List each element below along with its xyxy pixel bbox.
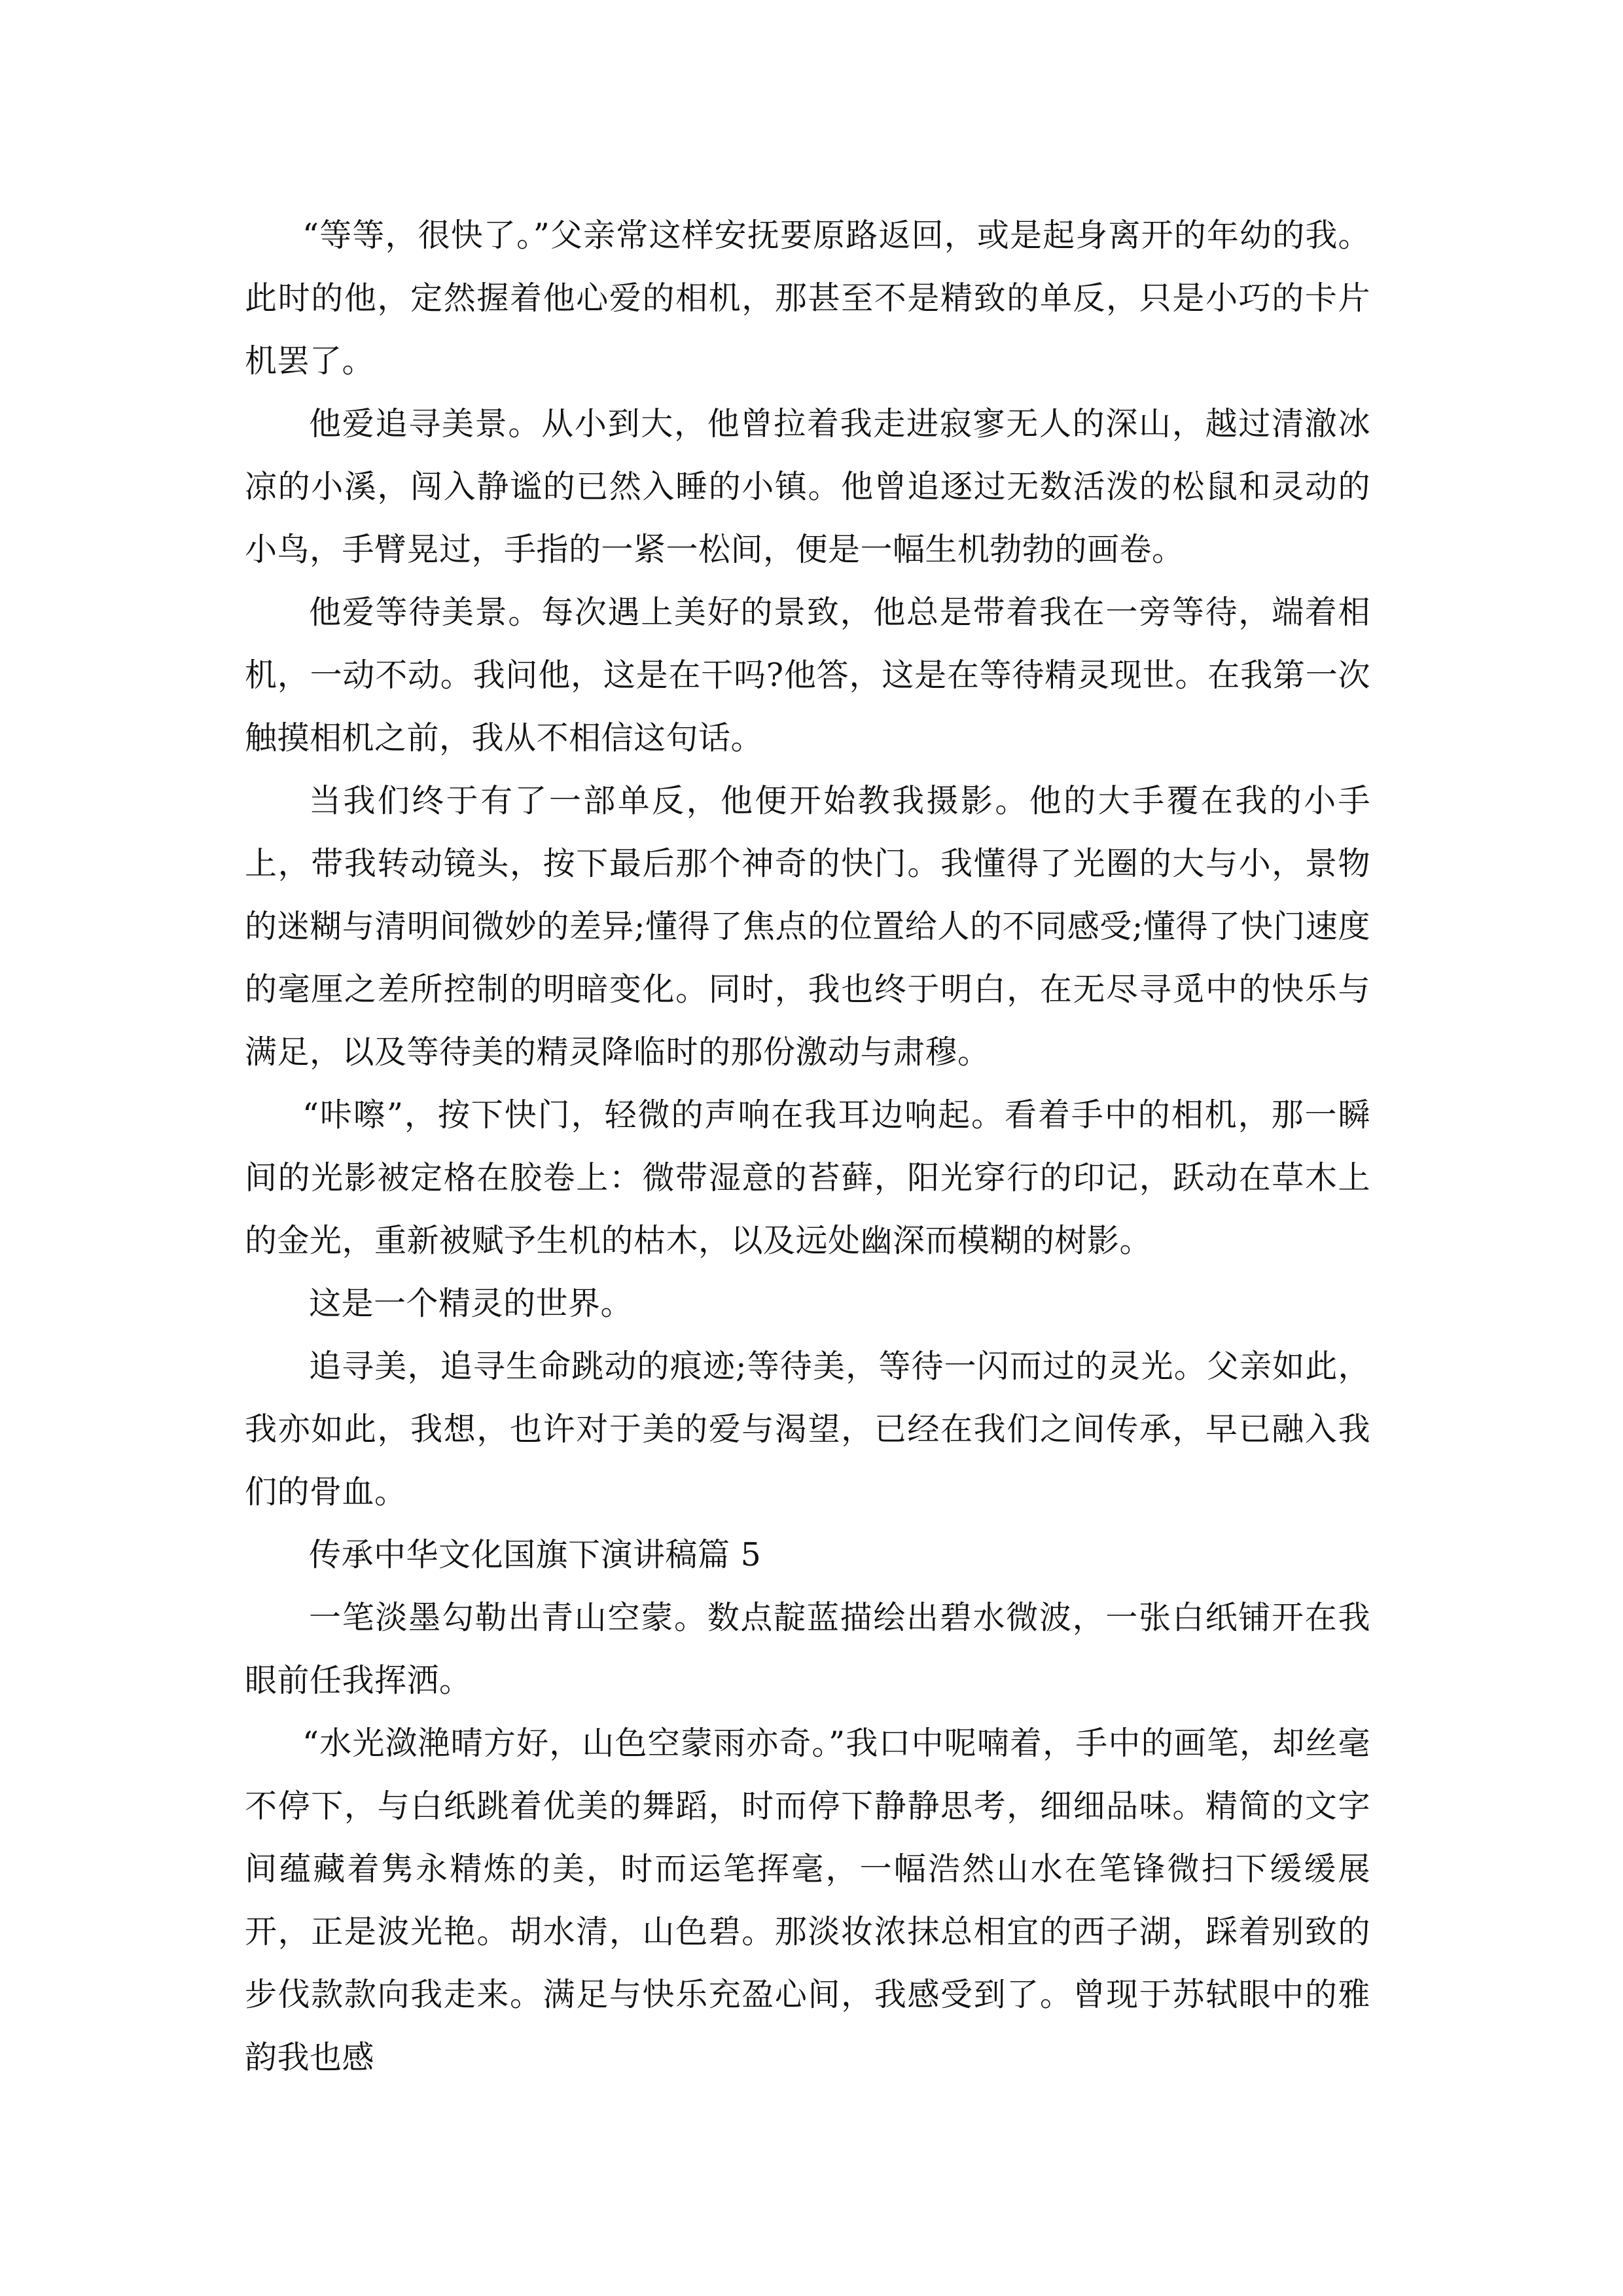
paragraph: 这是一个精灵的世界。 (309, 1285, 633, 1322)
paragraph: 追寻美，追寻生命跳动的痕迹;等待美，等待一闪而过的灵光。父亲如此，我亦如此，我想，也许对于美的爱与渴望，已经在我们之间传承，早已融入我们的骨血。 (245, 1348, 1370, 1511)
paragraph: 当我们终于有了一部单反，他便开始教我摄影。他的大手覆在我的小手上，带我转动镜头，按下最后那个神奇的快门。我懂得了光圈的大与小，景物的迷糊与清明间微妙的差异;懂得了焦点的位置给人的不同感受;懂得了快门速度的毫厘之差所控制的明暗变化。同时，我也终于明白，在无尽寻觅中的快乐与满足，以及等待美的精灵降临时的那份激动与肃穆。 (245, 782, 1370, 1071)
document-body (245, 204, 1370, 2089)
paragraph: “等等，很快了。”父亲常这样安抚要原路返回，或是起身离开的年幼的我。此时的他，定然握着他心爱的相机，那甚至不是精致的单反，只是小巧的卡片机罢了。 (245, 217, 1370, 380)
paragraph: “水光潋滟晴方好，山色空蒙雨亦奇。”我口中呢喃着，手中的画笔，却丝毫不停下，与白纸跳着优美的舞蹈，时而停下静静思考，细细品味。精简的文字间蕴藏着隽永精炼的美，时而运笔挥毫，一幅浩然山水在笔锋微扫下缓缓展开，正是波光艳。胡水清，山色碧。那淡妆浓抹总相宜的西子湖，踩着别致的步伐款款向我走来。满足与快乐充盈心间，我感受到了。曾现于苏轼眼中的雅韵我也感 (245, 1725, 1370, 2076)
section-heading: 传承中华文化国旗下演讲稿篇 5 (309, 1536, 762, 1573)
paragraph: “咔嚓”，按下快门，轻微的声响在我耳边响起。看着手中的相机，那一瞬间的光影被定格在胶卷上：微带湿意的苔藓，阳光穿行的印记，跃动在草木上的金光，重新被赋予生机的枯木，以及远处幽深而模糊的树影。 (245, 1096, 1370, 1259)
paragraph: 他爱追寻美景。从小到大，他曾拉着我走进寂寥无人的深山，越过清澈冰凉的小溪，闯入静谧的已然入睡的小镇。他曾追逐过无数活泼的松鼠和灵动的小鸟，手臂晃过，手指的一紧一松间，便是一幅生机勃勃的画卷。 (245, 405, 1370, 568)
paragraph: 一笔淡墨勾勒出青山空蒙。数点靛蓝描绘出碧水微波，一张白纸铺开在我眼前任我挥洒。 (245, 1599, 1370, 1699)
paragraph: 他爱等待美景。每次遇上美好的景致，他总是带着我在一旁等待，端着相机，一动不动。我问他，这是在干吗?他答，这是在等待精灵现世。在我第一次触摸相机之前，我从不相信这句话。 (245, 594, 1370, 757)
